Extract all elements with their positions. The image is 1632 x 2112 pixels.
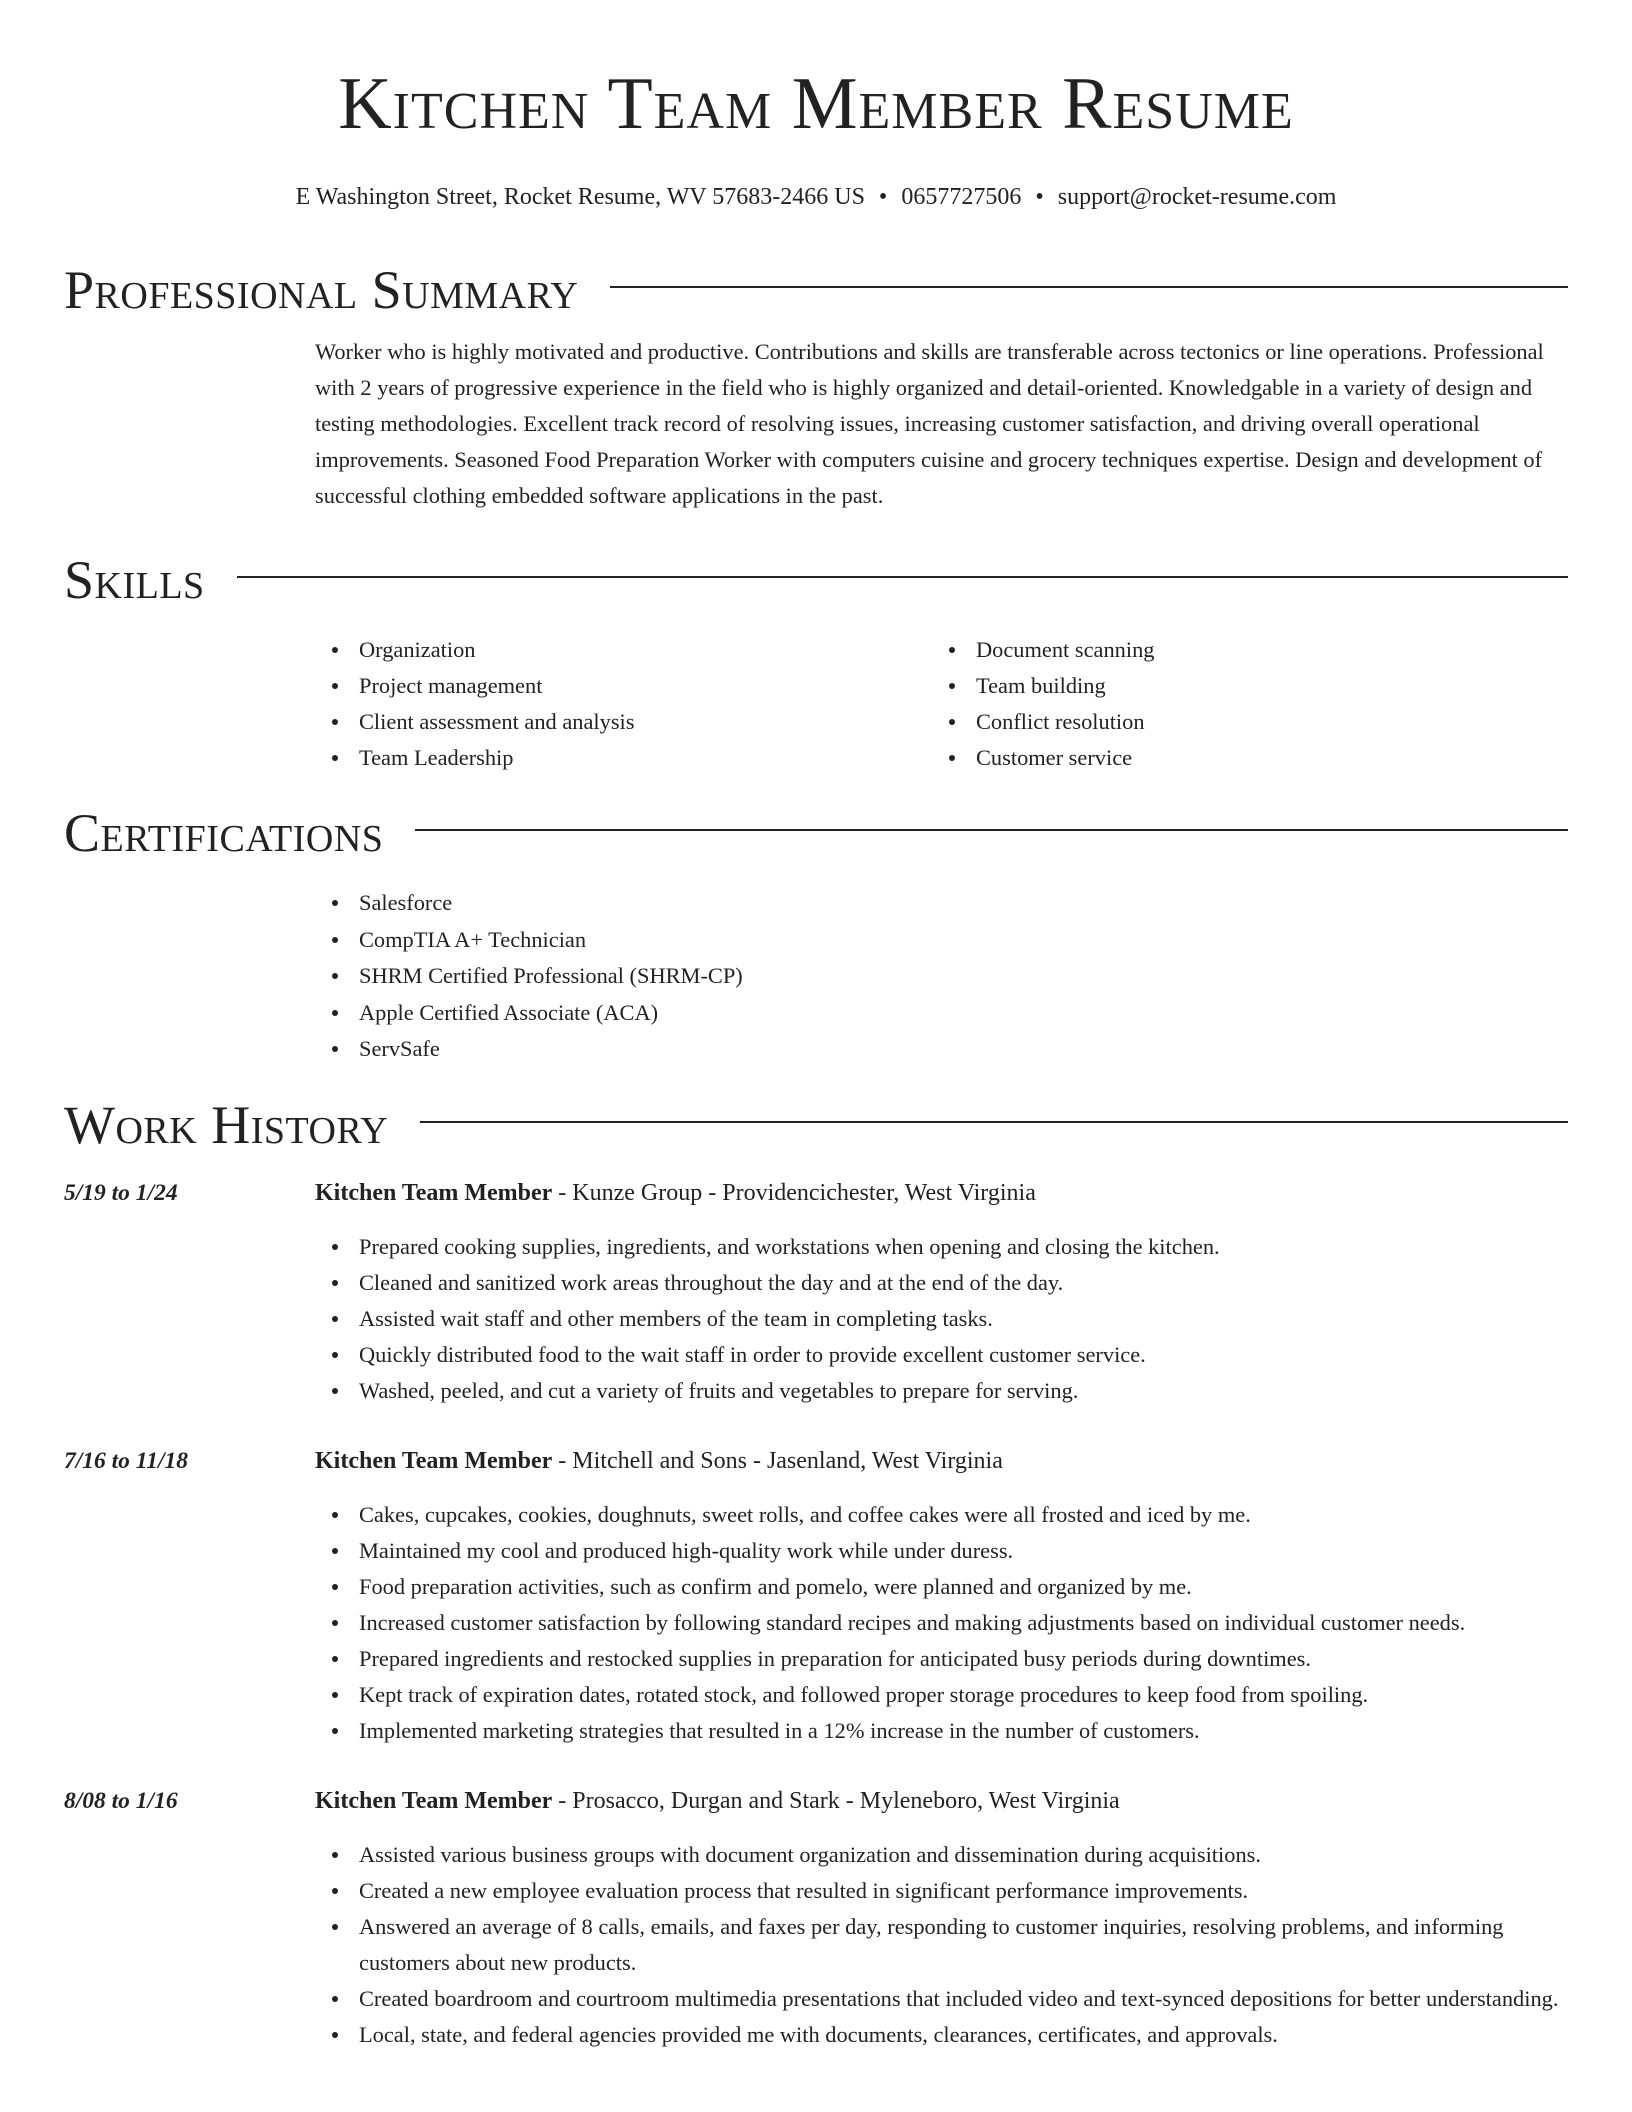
job-heading [315, 1783, 1568, 1819]
section-divider [610, 286, 1568, 288]
job-duty: Created a new employee evaluation process that resulted in significant performance improvements. [315, 1873, 1568, 1909]
job-duty: Prepared ingredients and restocked supplies in preparation for anticipated busy periods during downtimes. [315, 1641, 1568, 1677]
job-company: - Kunze Group - Providencichester, West Virginia [552, 1180, 1036, 1206]
job-duty: Cakes, cupcakes, cookies, doughnuts, sweet rolls, and coffee cakes were all frosted and iced by me. [315, 1497, 1568, 1533]
work-history-section [64, 1093, 1568, 2053]
section-heading-certifications: Certifications [64, 803, 384, 863]
job-heading [315, 1175, 1568, 1211]
section-divider [415, 829, 1568, 831]
certification-item: Apple Certified Associate (ACA) [315, 995, 1568, 1032]
contact-phone: 0657727506 [901, 184, 1022, 210]
job-title: Kitchen Team Member [315, 1788, 553, 1814]
skill-item: Project management [315, 668, 932, 704]
certification-item: ServSafe [315, 1031, 1568, 1068]
job-duty: Assisted wait staff and other members of the team in completing tasks. [315, 1301, 1568, 1337]
job-duty: Assisted various business groups with document organization and dissemination during acquisitions. [315, 1837, 1568, 1873]
job-duty: Answered an average of 8 calls, emails, and faxes per day, responding to customer inquiries, resolving problems, and informing customers about new products. [315, 1909, 1568, 1981]
skill-item: Team building [932, 668, 1549, 704]
summary-paragraph: Worker who is highly motivated and productive. Contributions and skills are transferable across tectonics or line operations. Professional with 2 years of progressive experience in the field who is highly organized and detail-oriented. Knowledgable in a variety of design and testing methodologies. Excellent track record of resolving issues, increasing customer satisfaction, and driving overall operational improvements. Seasoned Food Preparation Worker with computers cuisine and grocery techniques expertise. Design and development of successful clothing embedded software applications in the past. [315, 339, 1544, 508]
job-duty: Local, state, and federal agencies provided me with documents, clearances, certificates, and approvals. [315, 2017, 1568, 2053]
job-dates: 7/16 to 11/18 [64, 1448, 189, 1474]
job-heading [315, 1443, 1568, 1479]
section-heading-summary: Professional Summary [64, 260, 579, 320]
job-duty: Implemented marketing strategies that resulted in a 12% increase in the number of customers. [315, 1713, 1568, 1749]
section-heading-skills: Skills [64, 550, 205, 610]
job-duties-list [315, 1837, 1568, 2053]
job-company: - Mitchell and Sons - Jasenland, West Virginia [552, 1448, 1003, 1474]
job-title: Kitchen Team Member [315, 1448, 553, 1474]
certification-item: SHRM Certified Professional (SHRM-CP) [315, 958, 1568, 995]
job-duty: Maintained my cool and produced high-quality work while under duress. [315, 1533, 1568, 1569]
section-header [64, 801, 1568, 865]
contact-line [64, 182, 1568, 212]
contact-separator: • [1035, 184, 1044, 210]
job-entry [64, 1175, 1568, 1409]
resume-page [64, 0, 1568, 2047]
skill-item: Team Leadership [315, 740, 932, 776]
certification-item: Salesforce [315, 885, 1568, 922]
job-duty: Quickly distributed food to the wait staff in order to provide excellent customer service. [315, 1337, 1568, 1373]
skills-columns [315, 632, 1568, 776]
job-duty: Cleaned and sanitized work areas throughout the day and at the end of the day. [315, 1265, 1568, 1301]
skill-item: Conflict resolution [932, 704, 1549, 740]
job-dates: 8/08 to 1/16 [64, 1788, 178, 1814]
job-dates: 5/19 to 1/24 [64, 1180, 178, 1206]
job-duty: Created boardroom and courtroom multimedia presentations that included video and text-synced depositions for better understanding. [315, 1981, 1568, 2017]
resume-title: Kitchen Team Member Resume [338, 63, 1294, 145]
job-duties-list [315, 1497, 1568, 1749]
job-duties-list [315, 1229, 1568, 1409]
job-duty: Kept track of expiration dates, rotated stock, and followed proper storage procedures to keep food from spoiling. [315, 1677, 1568, 1713]
section-header [64, 1093, 1568, 1157]
job-entry [64, 1443, 1568, 1749]
job-duty: Increased customer satisfaction by following standard recipes and making adjustments based on individual customer needs. [315, 1605, 1568, 1641]
job-company: - Prosacco, Durgan and Stark - Myleneboro, West Virginia [552, 1788, 1120, 1814]
job-title: Kitchen Team Member [315, 1180, 553, 1206]
professional-summary-section [64, 258, 1568, 536]
contact-separator: • [878, 184, 888, 210]
section-divider [420, 1121, 1568, 1123]
certifications-section [64, 801, 1568, 1068]
certification-item: CompTIA A+ Technician [315, 922, 1568, 959]
section-header [64, 548, 1568, 612]
skill-item: Organization [315, 632, 932, 668]
skill-item: Customer service [932, 740, 1549, 776]
skills-section [64, 548, 1568, 776]
job-duty: Prepared cooking supplies, ingredients, and workstations when opening and closing the kitchen. [315, 1229, 1568, 1265]
job-duty: Washed, peeled, and cut a variety of fruits and vegetables to prepare for serving. [315, 1373, 1568, 1409]
job-duty: Food preparation activities, such as confirm and pomelo, were planned and organized by me. [315, 1569, 1568, 1605]
certifications-list [315, 885, 1568, 1068]
contact-address: E Washington Street, Rocket Resume, WV 57683-2466 US [295, 184, 865, 210]
skills-list-left [315, 632, 932, 776]
job-entry [64, 1783, 1568, 2053]
contact-email: support@rocket-resume.com [1057, 184, 1337, 210]
skills-list-right [932, 632, 1549, 776]
section-divider [237, 576, 1568, 578]
skill-item: Document scanning [932, 632, 1549, 668]
section-heading-work-history: Work History [64, 1095, 389, 1155]
skill-item: Client assessment and analysis [315, 704, 932, 740]
section-header [64, 258, 1568, 322]
